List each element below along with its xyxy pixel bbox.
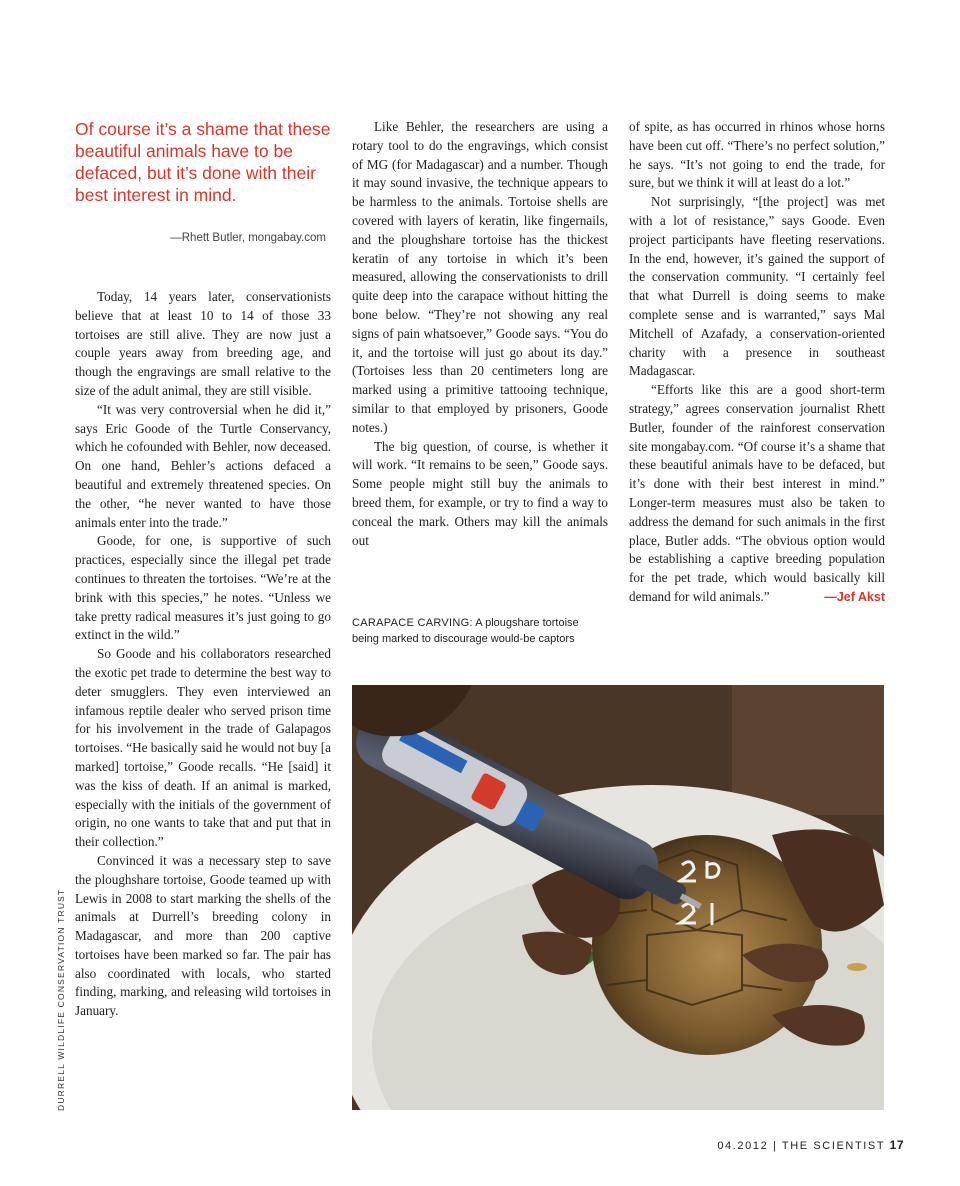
issue-label: 04.2012 | THE SCIENTIST <box>717 1140 885 1152</box>
paragraph: Like Behler, the researchers are using a rotary tool to do the engravings, which consist of MG (for Madagascar) and a number. Though it may sound invasive, the technique appears to be harmless to the animals. Tortoise shells are covered with layers of keratin, like fingernails, and the ploughshare tortoise has the thickest keratin of any tortoise in which it’s been measured, allowing the conservationists to drill quite deep into the carapace without hitting the bone below. “They’re not showing any real signs of pain whatsoever,” Goode says. “You do it, and the tortoise will just go about its day.” (Tortoises less than 20 centimeters long are marked using a primitive tattooing technique, similar to that employed by prisoners, Goode notes.) <box>352 119 608 435</box>
caption-heading: CARAPACE CARVING: <box>352 617 473 629</box>
photo-credit: DURRELL WILDLIFE CONSERVATION TRUST <box>56 888 66 1111</box>
article-column-3 <box>629 118 885 607</box>
tortoise-engraving-photo <box>352 685 884 1110</box>
article-column-2 <box>352 118 608 550</box>
author-byline: —Jef Akst <box>824 589 885 604</box>
paragraph: Convinced it was a necessary step to save the ploughshare tortoise, Goode teamed up with Lewis in 2008 to start marking the shells of the animals at Durrell’s breeding colony in Madagascar, and more than 200 captive tortoises have been marked so far. The pair has also coordinated with locals, who started finding, marking, and releasing wild tortoises in January. <box>75 852 331 1019</box>
pull-quote-attribution: —Rhett Butler, mongabay.com <box>170 232 326 244</box>
pull-quote: Of course it’s a shame that these beautiful animals have to be defaced, but it’s done with their best interest in mind. <box>75 119 331 205</box>
page-number: 17 <box>889 1138 904 1152</box>
page-footer <box>717 1138 904 1152</box>
paragraph: Today, 14 years later, conservationists believe that at least 10 to 14 of those 33 tortoises are still alive. They are now just a couple years away from breeding age, and though the engravings are small relative to the size of the adult animal, they are still visible. <box>75 289 331 398</box>
paragraph: Not surprisingly, “[the project] was met with a lot of resistance,” says Goode. Even project participants have fleeting reservations. In the end, however, it’s gained the support of the conservation community. “I certainly feel that what Durrell is doing seems to make complete sense and is warranted,” says Mal Mitchell of Azafady, a conservation-oriented charity with a presence in southeast Madagascar. <box>629 194 885 379</box>
paragraph: “It was very controversial when he did it,” says Eric Goode of the Turtle Conservancy, which he cofounded with Behler, now deceased. On one hand, Behler’s actions defaced a beautiful and extremely threatened species. On the other, “he never wanted to have those animals enter into the trade.” <box>75 401 331 530</box>
photo-illustration <box>352 685 884 1110</box>
paragraph: So Goode and his collaborators researched the exotic pet trade to determine the best way to deter smugglers. They even interviewed an infamous reptile dealer who served prison time for his involvement in the trade of Galapagos tortoises. “He basically said he would not buy [a marked] tortoise,” Goode recalls. “He [said] it was the kiss of death. If an animal is marked, especially with the initials of the government of origin, no one wants to take that and put that in their collection.” <box>75 646 331 850</box>
photo-caption <box>352 616 582 647</box>
caption-text: A plougshare tortoise being marked to discourage would-be captors <box>352 617 579 645</box>
paragraph: of spite, as has occurred in rhinos whose horns have been cut off. “There’s no perfect solution,” he says. “It’s not going to end the trade, for sure, but we think it will at least do a lot.” <box>629 119 885 191</box>
paragraph <box>629 381 885 607</box>
paragraph: The big question, of course, is whether it will work. “It remains to be seen,” Goode says. Some people might still buy the animals to breed them, for example, or try to find a way to conceal the mark. Others may kill the animals out <box>352 438 608 548</box>
paragraph-text: “Efforts like this are a good short-term strategy,” agrees conservation journalist Rhett Butler, founder of the rainforest conservation site mongabay.com. “Of course it’s a shame that these beautiful animals have to be defaced, but it’s done with their best interest in mind.” Longer-term measures must also be taken to address the demand for such animals in the first place, Butler adds. “The obvious option would be establishing a captive breeding population for the pet trade, which would basically kill demand for wild animals.” <box>629 382 885 604</box>
paragraph: Goode, for one, is supportive of such practices, especially since the illegal pet trade continues to threaten the tortoises. “We’re at the brink with this species,” he notes. “Unless we take pretty radical measures it’s just going to go extinct in the wild.” <box>75 533 331 643</box>
article-column-1 <box>75 288 331 1021</box>
